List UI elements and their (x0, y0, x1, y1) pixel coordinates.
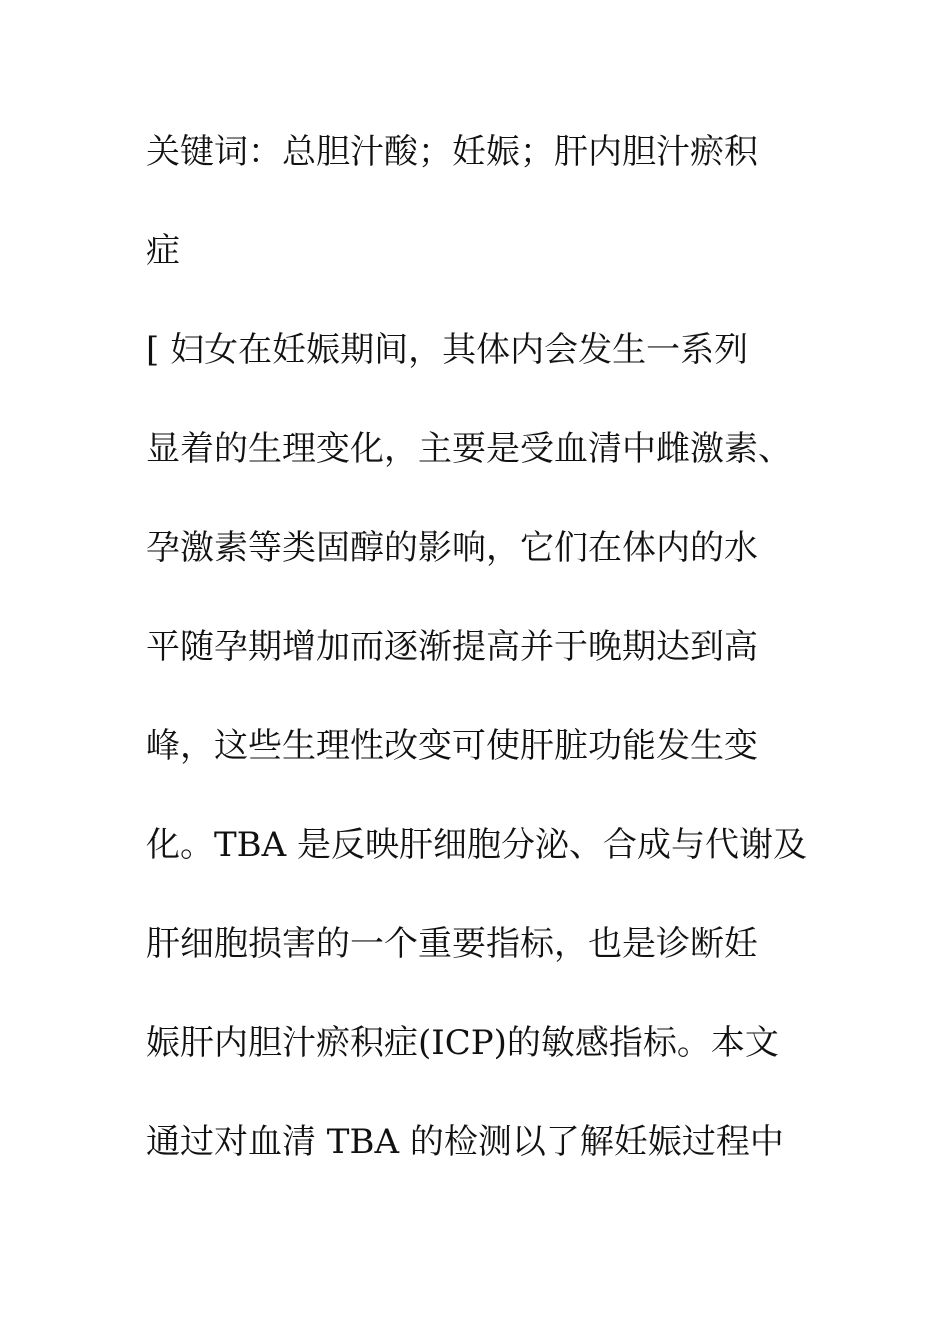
body-line: 肝细胞损害的一个重要指标，也是诊断妊 (146, 924, 758, 964)
body-line: 化。TBA 是反映肝细胞分泌、合成与代谢及 (146, 825, 808, 865)
document-text (146, 120, 836, 1209)
body-line: 平随孕期增加而逐渐提高并于晚期达到高 (146, 627, 758, 667)
body-line: 峰，这些生理性改变可使肝脏功能发生变 (146, 726, 758, 766)
keywords-line: 关键词：总胆汁酸；妊娠；肝内胆汁瘀积 (146, 132, 758, 172)
body-line: 孕激素等类固醇的影响，它们在体内的水 (146, 528, 758, 568)
body-line: 通过对血清 TBA 的检测以了解妊娠过程中 (146, 1122, 784, 1162)
body-line: 娠肝内胆汁瘀积症(ICP)的敏感指标。本文 (146, 1023, 779, 1063)
keywords-line: 症 (146, 231, 180, 271)
body-line: [ 妇女在妊娠期间，其体内会发生一系列 (146, 330, 749, 370)
body-line: 显着的生理变化，主要是受血清中雌激素、 (146, 429, 792, 469)
